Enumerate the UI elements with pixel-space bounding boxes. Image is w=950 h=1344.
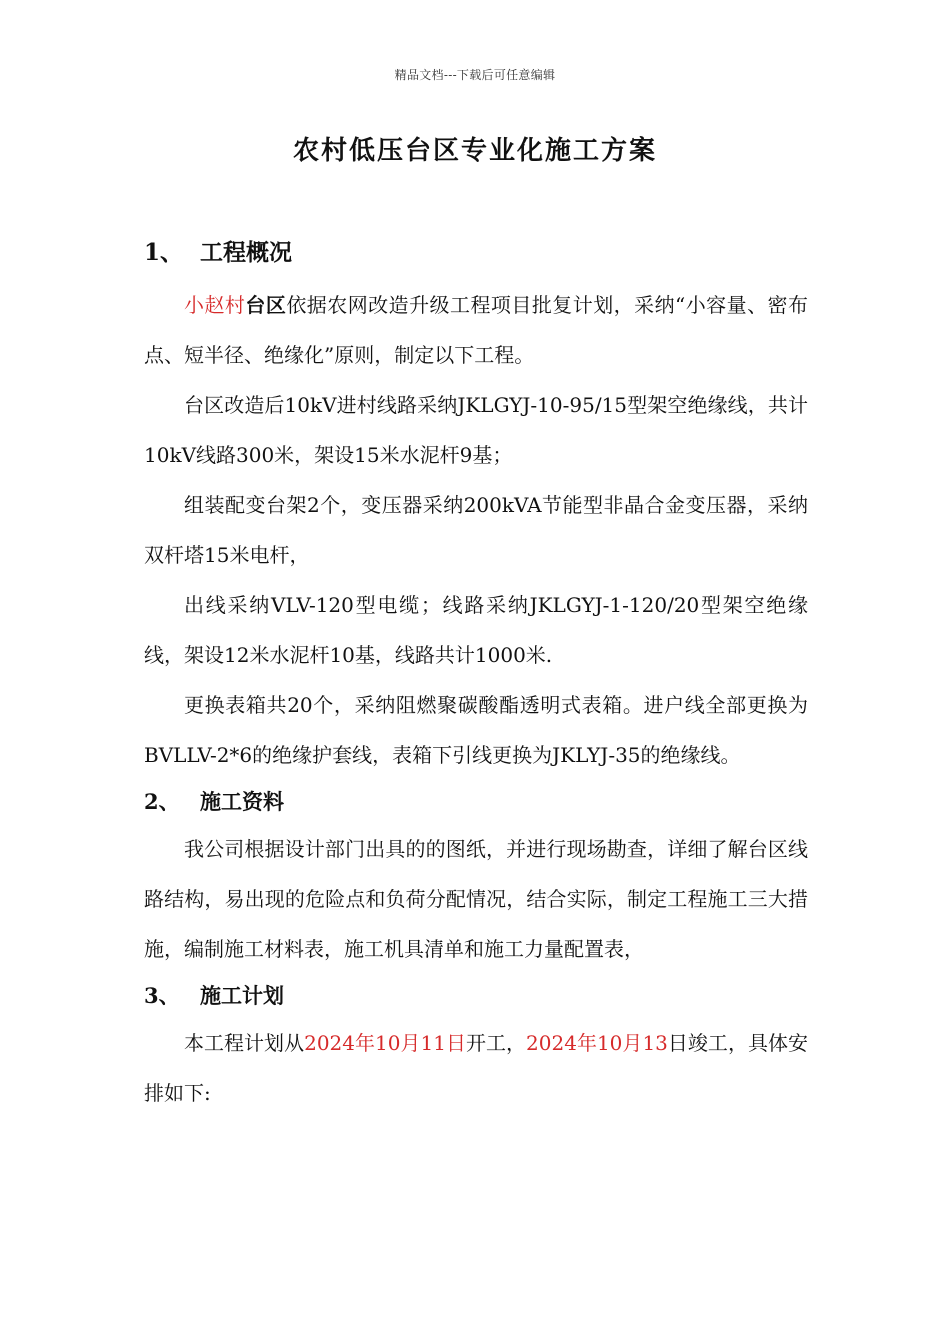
section-title: 施工资料 [200,789,284,814]
section-number: 3、 [144,983,180,1008]
paragraph: 台区改造后10kV进村线路采纳JKLGYJ-10-95/15型架空绝缘线，共计10kV线路300米，架设15米水泥杆9基； [144,393,808,467]
paragraph [144,1018,808,1118]
paragraph: 更换表箱共20个，采纳阻燃聚碳酸酯透明式表箱。进户线全部更换为BVLLV-2*6的绝缘护套线，表箱下引线更换为JKLYJ-35的绝缘线。 [144,693,808,767]
document-title: 农村低压台区专业化施工方案 [292,136,657,166]
document-body [144,230,808,1118]
paragraph-text: 本工程计划从 [184,1031,305,1055]
start-date: 2024年10月11日 [304,1031,466,1055]
section-number: 2、 [144,789,180,814]
paragraph [144,280,808,380]
paragraph: 我公司根据设计部门出具的的图纸，并进行现场勘查，详细了解台区线路结构，易出现的危险点和负荷分配情况，结合实际，制定工程施工三大措施，编制施工材料表，施工机具清单和施工力量配置表， [144,837,808,961]
paragraph: 出线采纳VLV-120型电缆；线路采纳JKLGYJ-1-120/20型架空绝缘线，架设12米水泥杆10基，线路共计1000米. [144,593,808,667]
paragraph-text: 开工， [465,1031,527,1055]
section-heading-3 [144,974,808,1018]
section-number: 1、 [144,239,184,266]
paragraph: 组装配变台架2个，变压器采纳200kVA节能型非晶合金变压器，采纳双杆塔15米电杆， [144,493,808,567]
area-label: 台区 [245,293,287,317]
paragraph-text: 依据农网改造升级工程项目批复计划，采纳“小容量、密布点、短半径、绝缘化”原则，制定以下工程。 [144,293,809,367]
village-name: 小赵村 [184,293,246,317]
section-heading-1 [144,230,808,280]
end-date: 2024年10月13 [526,1031,668,1055]
section-title: 施工计划 [200,983,284,1008]
page-header: 精品文档---下载后可任意编辑 [394,68,556,82]
paragraph-text: 日竣工，具体安排如下: [144,1031,808,1105]
section-heading-2 [144,780,808,824]
section-title: 工程概况 [200,239,292,266]
